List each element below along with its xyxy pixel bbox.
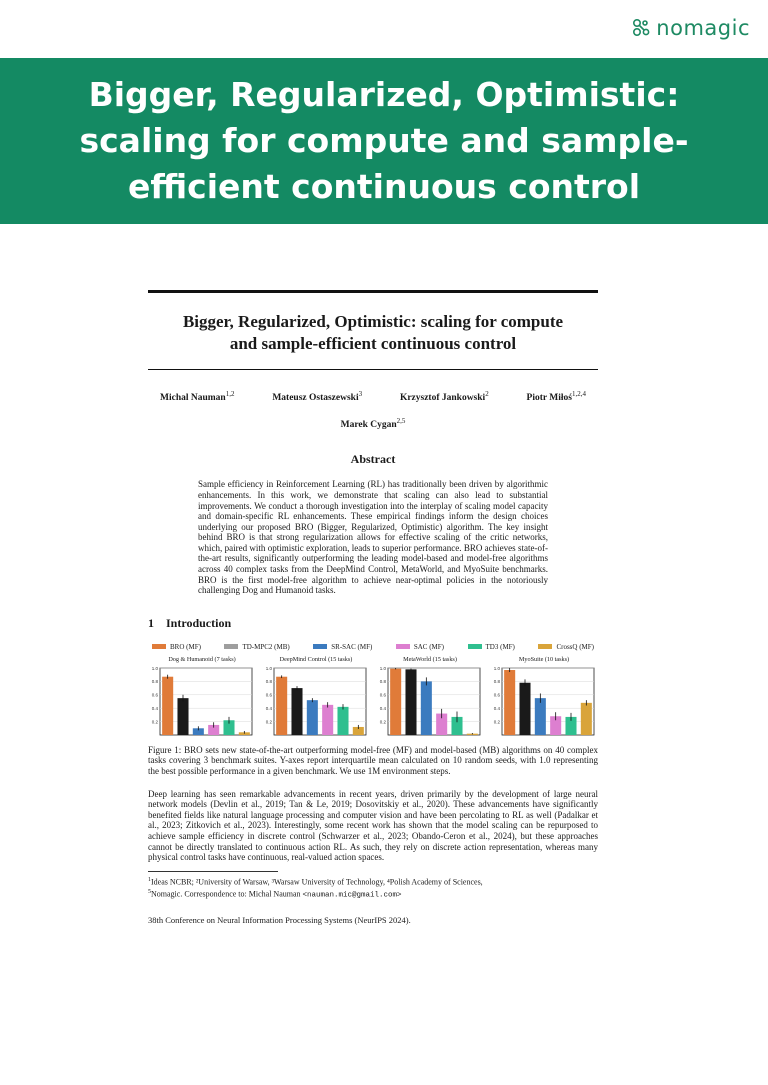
chart-panel	[148, 656, 256, 737]
y-tick-label: 0.6	[379, 692, 386, 698]
y-tick-label: 0.8	[379, 679, 386, 685]
bar-chart	[490, 665, 598, 737]
y-tick-label: 0.4	[151, 705, 158, 711]
abstract-text: Sample efficiency in Reinforcement Learning (RL) has traditionally been driven by algorithmic enhancements. In this work, we demonstrate that scaling can also lead to substantial improvements. We conduct a thorough investigation into the interplay of scaling model capacity and domain-specific RL enhancements. These empirical findings inform the design choices underlying our proposed BRO (Bigger, Regularized, Optimistic) algorithm. The key insight behind BRO is that strong regularization allows for effective scaling of the critic networks, which, paired with optimistic exploration, leads to superior performance. BRO achieves state-of-the-art results, significantly outperforming the leading model-based and model-free algorithms across 40 complex tasks from the DeepMind Control, MetaWorld, and MyoSuite benchmarks. BRO is the first model-free algorithm to achieve near-optimal policies in the notoriously challenging Dog and Humanoid tasks.	[198, 479, 548, 596]
legend-label: SAC (MF)	[413, 642, 444, 651]
footnote-mark: 1	[148, 876, 151, 883]
bar	[405, 669, 416, 735]
y-tick-label: 0.6	[265, 692, 272, 698]
bar-chart	[262, 665, 370, 737]
legend-item	[152, 643, 201, 651]
nomagic-logo[interactable]	[630, 16, 750, 40]
bar	[581, 703, 592, 735]
title-rule	[148, 369, 598, 370]
legend-label: CrossQ (MF)	[556, 642, 594, 651]
chart-panel	[490, 656, 598, 737]
chart-frame	[502, 668, 594, 735]
legend-label: TD-MPC2 (MB)	[242, 642, 290, 651]
y-tick-label: 0.2	[379, 719, 386, 725]
correspondence-email[interactable]: <nauman.mic@gmail.com>	[302, 892, 402, 901]
paper-title-line2: and sample-efficient continuous control	[229, 334, 517, 353]
footnote: $^1$Ideas NCBR; ²University of Warsaw, ³Warsaw University of Technology, ⁴Polish Academy of Sciences, $^5$Nomagic. Correspondence to: Michal Nauman <nauman.mic@gmail.com>	[148, 876, 483, 901]
legend-swatch	[468, 644, 482, 649]
legend-item	[538, 643, 594, 651]
conference-note: 38th Conference on Neural Information Processing Systems (NeurIPS 2024).	[148, 915, 411, 926]
author: Marek Cygan$^{2,5}$	[340, 417, 406, 431]
figure-caption: Figure 1: BRO sets new state-of-the-art outperforming model-free (MF) and model-based (MB) algorithms on 40 complex tasks covering 3 benchmark suites. Y-axes report interquartile mean calculated on 10 random seeds, with 1.0 representing the best possible performance in a given benchmark. We use 1M environment steps.	[148, 744, 598, 777]
legend-label: TD3 (MF)	[485, 642, 515, 651]
y-tick-label: 0.4	[379, 705, 386, 711]
legend-item	[224, 643, 289, 651]
legend-item	[313, 643, 372, 651]
y-tick-label: 0.6	[151, 692, 158, 698]
bar	[519, 683, 530, 735]
section-number: 1	[148, 615, 154, 630]
bar	[421, 681, 432, 735]
y-tick-label: 1.0	[151, 665, 158, 671]
legend-swatch	[313, 644, 327, 649]
footnote-mark: 5	[148, 889, 151, 896]
y-tick-label: 1.0	[265, 665, 272, 671]
chart-frame	[274, 668, 366, 735]
legend-label: SR-SAC (MF)	[331, 642, 373, 651]
legend-swatch	[152, 644, 166, 649]
y-tick-label: 0.2	[493, 719, 500, 725]
paper-page	[148, 290, 598, 925]
bar	[535, 698, 546, 735]
y-tick-label: 0.2	[265, 719, 272, 725]
bar	[390, 669, 401, 735]
paper-title	[148, 311, 598, 355]
banner-title: Bigger, Regularized, Optimistic: scaling for compute and sample-efficient continuous control	[79, 75, 689, 206]
author: Krzysztof Jankowski$^2$	[399, 390, 489, 404]
chart-panel-title: DeepMind Control (15 tasks)	[279, 655, 353, 663]
legend-swatch	[538, 644, 552, 649]
y-tick-label: 0.6	[493, 692, 500, 698]
section-title: Introduction	[166, 615, 232, 630]
bar	[504, 670, 515, 735]
bar-chart	[376, 665, 484, 737]
footnote-rule	[148, 871, 278, 872]
bar	[177, 698, 188, 735]
bar	[322, 705, 333, 735]
legend-label: BRO (MF)	[170, 642, 201, 651]
chart-panel-title: MetaWorld (15 tasks)	[403, 655, 457, 663]
bar-chart	[148, 665, 256, 737]
y-tick-label: 0.8	[151, 679, 158, 685]
abstract-heading: Abstract	[350, 452, 396, 467]
y-tick-label: 0.4	[265, 705, 272, 711]
author: Mateusz Ostaszewski$^3$	[272, 390, 363, 404]
bar	[276, 677, 287, 735]
figure-1-charts	[148, 656, 598, 737]
y-tick-label: 0.8	[265, 679, 272, 685]
bar	[162, 677, 173, 735]
chart-panel	[376, 656, 484, 737]
brand-name: nomagic	[656, 16, 750, 40]
author-list	[148, 390, 598, 403]
legend-item	[468, 643, 515, 651]
section-heading	[148, 616, 598, 631]
author: Michal Nauman$^{1,2}$	[160, 390, 235, 404]
bar	[291, 688, 302, 735]
y-tick-label: 1.0	[379, 665, 386, 671]
y-tick-label: 0.4	[493, 705, 500, 711]
chart-frame	[160, 668, 252, 735]
top-rule	[148, 290, 598, 293]
y-tick-label: 0.2	[151, 719, 158, 725]
author: Piotr Miłoś$^{1,2,4}$	[526, 390, 586, 404]
chart-panel	[262, 656, 370, 737]
bar	[337, 707, 348, 735]
paper-title-line1: Bigger, Regularized, Optimistic: scaling for compute	[182, 312, 564, 331]
legend-swatch	[224, 644, 238, 649]
chart-legend	[148, 643, 598, 651]
y-tick-label: 1.0	[493, 665, 500, 671]
bar	[307, 700, 318, 735]
legend-swatch	[396, 644, 410, 649]
chart-frame	[388, 668, 480, 735]
y-tick-label: 0.8	[493, 679, 500, 685]
chart-panel-title: MyoSuite (10 tasks)	[518, 655, 570, 663]
chart-panel-title: Dog & Humanoid (7 tasks)	[168, 655, 236, 663]
intro-paragraph: Deep learning has seen remarkable advancements in recent years, driven primarily by the development of large neural network models (Devlin et al., 2019; Tan & Le, 2019; Dosovitskiy et al., 2020). These advancements have significantly benefited fields like natural language processing and computer vision and have been percolating to RL as well (Padalkar et al., 2023; Zitkovich et al., 2023). Interestingly, some recent work has shown that the model scaling can be repurposed to achieve sample efficiency in discrete control (Schwarzer et al., 2023; Obando-Ceron et al., 2024), but these approaches cannot be directly translated to continuous action RL. As such, they rely on discrete action representation, whereas many physical control tasks have continuous, real-valued action spaces.	[148, 788, 598, 863]
legend-item	[396, 643, 444, 651]
title-banner	[0, 58, 768, 224]
nomagic-logo-icon	[630, 17, 652, 39]
